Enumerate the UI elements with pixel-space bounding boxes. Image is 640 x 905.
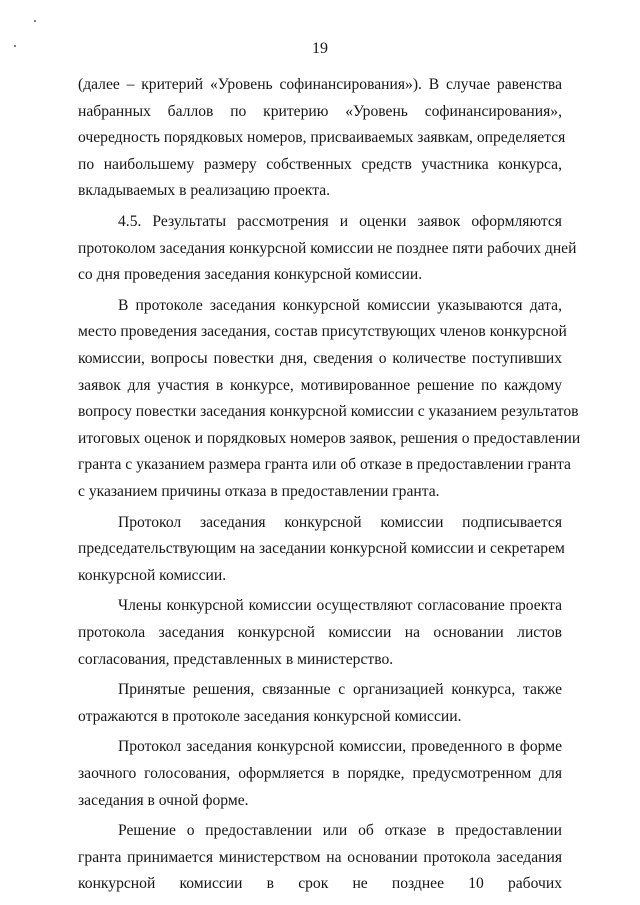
text-line: Протокол заседания конкурсной комиссии подписывается — [118, 513, 562, 531]
text-line: заседания в очной форме. — [78, 791, 249, 809]
scan-speck — [34, 20, 36, 22]
text-line: итоговых оценок и порядковых номеров заявок, решения о предоставлении — [78, 429, 581, 447]
text-line: согласования, представленных в министерство. — [78, 650, 394, 668]
page-number: 19 — [312, 40, 328, 57]
text-line: конкурсной комиссии. — [78, 566, 227, 584]
text-line: В протоколе заседания конкурсной комиссии указываются дата, — [118, 296, 562, 314]
text-line: заявок для участия в конкурсе, мотивированное решение по каждому — [78, 376, 562, 394]
text-line: комиссии, вопросы повестки дня, сведения о количестве поступивших — [78, 350, 562, 367]
text-line: со дня проведения заседания конкурсной комиссии. — [78, 266, 423, 284]
text-line: конкурсной комиссии в срок не позднее 10 рабочих — [78, 875, 562, 893]
text-line: очередность порядковых номеров, присваиваемых заявкам, определяется — [78, 129, 566, 147]
text-line: Принятые решения, связанные с организацией конкурса, также — [118, 681, 562, 699]
text-line: набранных баллов по критерию «Уровень софинансирования», — [78, 102, 562, 120]
text-line: гранта с указанием размера гранта или об отказе в предоставлении гранта — [78, 456, 571, 474]
text-line: протоколом заседания конкурсной комиссии не позднее пяти рабочих дней — [78, 239, 577, 257]
text-line: вопросу повестки заседания конкурсной комиссии с указанием результатов — [78, 403, 579, 421]
text-line: по наибольшему размеру собственных средств участника конкурса, — [78, 155, 562, 173]
text-line: председательствующим на заседании конкурсной комиссии и секретарем — [78, 540, 565, 558]
text-line: место проведения заседания, состав присутствующих членов конкурсной — [78, 323, 567, 341]
text-line: Решение о предоставлении или об отказе в предоставлении — [118, 822, 562, 840]
text-line: 4.5. Результаты рассмотрения и оценки заявок оформляются — [118, 213, 562, 230]
text-line: (далее – критерий «Уровень софинансирования»). В случае равенства — [78, 76, 562, 93]
text-line: вкладываемых в реализацию проекта. — [78, 182, 331, 200]
text-line: протокола заседания конкурсной комиссии на основании листов — [78, 624, 562, 641]
text-line: с указанием причины отказа в предоставлении гранта. — [78, 483, 440, 500]
text-line: Протокол заседания конкурсной комиссии, проведенного в форме — [118, 738, 562, 756]
text-line: гранта принимается министерством на основании протокола заседания — [78, 848, 562, 866]
scan-speck — [14, 45, 16, 47]
text-line: заочного голосования, оформляется в порядке, предусмотренном для — [78, 765, 562, 782]
text-line: отражаются в протоколе заседания конкурсной комиссии. — [78, 707, 462, 725]
text-line: Члены конкурсной комиссии осуществляют согласование проекта — [118, 597, 562, 615]
